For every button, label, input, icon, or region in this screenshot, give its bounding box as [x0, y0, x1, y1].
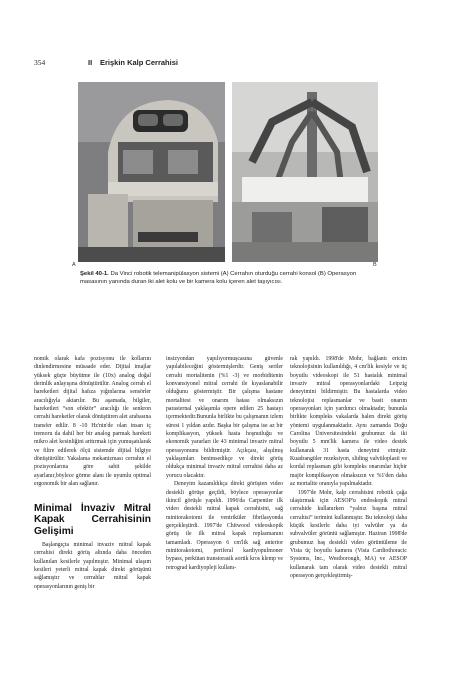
section-heading: Minimal İnvaziv Mitral Kapak Cerrahisinin Gelişimi: [34, 502, 151, 537]
section-number: II: [88, 58, 93, 67]
paragraph: Başlangıçta minimal invaziv mitral kapak cerrahisi direkt görüş altında daha önceden kullanılan kesilerle yapılmıştır. Minimal ulaşım kesileri yeterli mitral kapak direkt görüşünü sağlamıştır ve cerrahlar mitral kapak operasyonlarının geniş bir: [34, 542, 151, 590]
figure-label-a: A: [72, 262, 76, 268]
paragraph: 1997'de Mohr, kalp cerrahisini robotik çağa ulaştırmak için AESOP'u endoskopik mitral cerrahide kullanırken “yalnız başına mitral cerrahisi” terimini kullanmıştır. Bu teknoloji daha küçük kesilerle daha iyi valvüler ya da subvalvüler görüntü sağlamıştır. Haziran 1998'de grubumuz baş destekli video görüntüleme ile Vista üç boyutlu kamera (Vista Cardiothoracic Systems, Inc., Westborough, MA) ve AESOP kullanarak tam olarak video destekli mitral operasyon gerçekleştirmiş-: [290, 489, 407, 579]
paragraph: rak yapıldı. 1998'de Mohr, bağlantı ericim teknolojisinin kullanıldığı, 4 cm'lik kesiyle ve üç boyutlu videoskopi ile 51 hastalık minimal invaziv mitral operasyonlardaki Leipzig deneyimini bildirmiştir. Bu hastalarda video teknolojisi replasmanlar ve basit onarım operasyonları için yardımcı olmaktadır; bununla birlikte kompleks vakalarda halen direkt görüş yöntemi uygulanmaktadır. Aynı zamanda Doğu Carolina Üniversitesindeki grubumuz da iki boyutlu 5 mm'lik kamera ile video destek kullanarak 31 hasta deneyimi etmiştir. Kuadrangüler rezeksiyon, sliding valvüloplasti ve kordal replasman gibi kompleks onarımlar hiçbir majör komplikasyon olmaksızın ve %1'den daha az mortalite oranıyla yapılmaktadır.: [290, 356, 407, 488]
figure-label-b: B: [373, 262, 377, 268]
text-column-1: [34, 355, 151, 591]
text-column-2: [166, 355, 283, 572]
photo-surgeon-console: [78, 82, 225, 262]
running-title: Erişkin Kalp Cerrahisi: [100, 58, 178, 67]
paragraph: nomik olarak kafa pozisyonu ile kollarını dinlendirmesine müsaade eder. Dijital imajlar yüksek güçte büyütme ile (10x) analog doğal derinlik anlayışına dönüştürülür. Analog cerrah el hareketleri dijital hafıza yığınlarına sensörler aracılığıyla aktarılır. Bu aşamada, bilgiler, hareketleri “son efektör” aracılığı ile senkron cerrahi hareketler olarak dönüştüren alet arabasına transfer edilir. 8 -10 Hz'nin'de olan insan iç tremoru da dahil her bir analog parmak hareketi mikro alet kesinliğini arttırmak için yumuşatılarak ve filtre edilerek ölçü sistemde dijital bilgiye dönüştürülür. Yakalama mekanizması cerrahın el pozisyonlarına göre sabit şekilde ayarlanır,böylece görme alanı ile uyumlu optimal ergonomik bir alan sağlanır.: [34, 356, 152, 488]
figure-caption: [80, 270, 370, 287]
paragraph: insizyondan yapılıyormuşcasına güvenle yapılabileceğini göstermişlerdir. Geniş seriler cerrahi mortalitenin (%1 -3) ve morbiditenin konvansiyonel mitral cerrahi ile kıyaslanabilir olduğunu göstermiştir. Bir çalışma hastane mortalitesi ve onarım hatası olmaksızın parasternal yaklaşımla opere edilen 25 hastayı içermektedir.Bununla birlikte bu çalışmanın izlem süresi 1 yıldan azdır. Başka bir çalışma ise az bir komplikasyon, yüksek hasta hoşnutluğu ve ekonomik yararları ile 43 minimal invaziv mitral operasyonunu bildirmiştir. Açıkçası, alışılmış yaklaşımları benimsedikçe ve direkt görüş oldukça minimal invaziv mitral cerrahisi daha az yorucu olacaktır.: [166, 356, 283, 479]
page-number: 354: [34, 58, 46, 67]
caption-text: Da Vinci robotik telemanipülasyon sistemi (A) Cerrahın oturduğu cerrahi konsol (B) Operasyon masasının yanında duran iki alet kolu ve bir kamera kolu içeren alet taşıyıcısı.: [80, 271, 357, 286]
page-header: [34, 58, 419, 72]
paragraph: Deneyim kazanıldıkça direkt görüşten video destekli görüşe geçildi, böylece operasyonlar ikincil görüşle yapıldı. 1996'da Carpentier ilk video destekli mitral kapak cerrahisini, sağ minitorakotomi ile ventriküler fibrilasyonda gerçekleştirdi. 1997'de Chitwood videoskopik görüş ile ilk mitral kapak replasmanını tamamladı. Operasyon 6 cm'lik sağ anterior minitorakotomi, periferal kardiyopulmoner bypass, perkütan transtorasik aortik kros klemp ve retrograd kardiyopleji kullanı-: [166, 481, 283, 571]
text-column-3: [290, 355, 407, 580]
caption-label: Şekil 40-1.: [80, 271, 109, 277]
photo-instrument-cart: [232, 82, 378, 262]
